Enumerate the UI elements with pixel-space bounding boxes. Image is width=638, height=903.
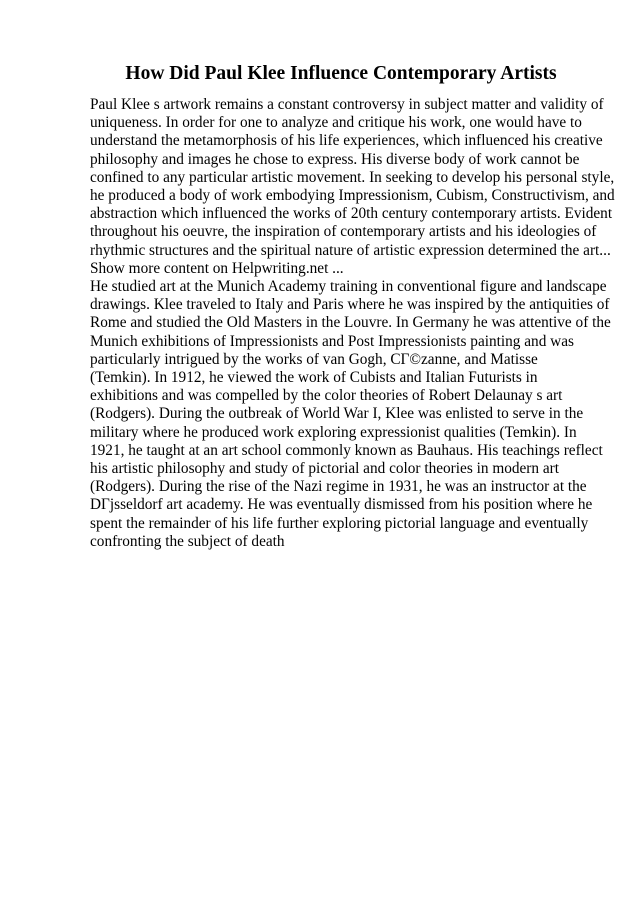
- document-title: How Did Paul Klee Influence Contemporary Artists: [125, 63, 557, 84]
- show-more-link[interactable]: Show more content on Helpwriting.net ...: [90, 259, 344, 277]
- body-line: throughout his oeuvre, the inspiration of contemporary artists and his ideologies of: [90, 223, 597, 241]
- body-line: Paul Klee s artwork remains a constant controversy in subject matter and validity of: [90, 96, 604, 113]
- body-line: Munich exhibitions of Impressionists and Post Impressionists painting and was: [90, 332, 574, 350]
- body-line: particularly intrigued by the works of van Gogh, CГ©zanne, and Matisse: [90, 350, 538, 368]
- body-line: drawings. Klee traveled to Italy and Paris where he was inspired by the antiquities of: [90, 296, 610, 314]
- body-line: uniqueness. In order for one to analyze and critique his work, one would have to: [90, 114, 582, 132]
- body-line: spent the remainder of his life further exploring pictorial language and eventually: [90, 514, 589, 532]
- body-line: (Rodgers). During the rise of the Nazi regime in 1931, he was an instructor at the: [90, 478, 587, 496]
- body-line: (Temkin). In 1912, he viewed the work of Cubists and Italian Futurists in: [90, 369, 538, 387]
- body-line: military where he produced work exploring expressionist qualities (Temkin). In: [90, 423, 577, 441]
- body-line: philosophy and images he chose to express. His diverse body of work cannot be: [90, 150, 580, 168]
- body-line: abstraction which influenced the works of 20th century contemporary artists. Evident: [90, 205, 613, 223]
- document-body: [90, 96, 615, 551]
- body-line: confined to any particular artistic movement. In seeking to develop his personal style,: [90, 168, 615, 186]
- body-line: understand the metamorphosis of his life experiences, which influenced his creative: [90, 132, 603, 150]
- body-line: his artistic philosophy and study of pictorial and color theories in modern art: [90, 460, 560, 478]
- body-line: exhibitions and was compelled by the color theories of Robert Delaunay s art: [90, 387, 563, 405]
- body-line: (Rodgers). During the outbreak of World War I, Klee was enlisted to serve in the: [90, 405, 584, 423]
- body-line: confronting the subject of death: [90, 532, 285, 550]
- body-line: rhythmic structures and the spiritual nature of artistic expression determined the art...: [90, 241, 611, 259]
- body-line: DГјsseldorf art academy. He was eventually dismissed from his position where he: [90, 496, 593, 514]
- body-line: 1921, he taught at an art school commonly known as Bauhaus. His teachings reflect: [90, 441, 603, 459]
- body-line: he produced a body of work embodying Impressionism, Cubism, Constructivism, and: [90, 187, 615, 205]
- body-line: He studied art at the Munich Academy training in conventional figure and landscape: [90, 278, 607, 296]
- body-line: Rome and studied the Old Masters in the Louvre. In Germany he was attentive of the: [90, 314, 611, 332]
